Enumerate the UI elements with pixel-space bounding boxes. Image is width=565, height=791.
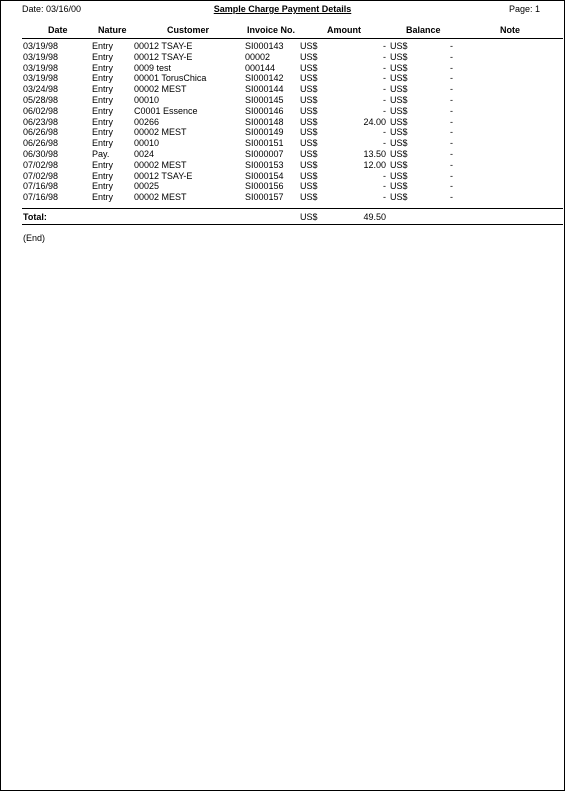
cell-balance: - [450,94,453,105]
cell-balance-currency: US$ [390,170,408,181]
cell-amount: - [383,192,386,203]
table-row [1,63,564,74]
cell-invoice: SI000143 [245,41,284,51]
cell-currency: US$ [300,51,318,62]
cell-balance-currency: US$ [390,94,408,105]
cell-currency: US$ [300,41,318,51]
cell-currency: US$ [300,159,318,170]
cell-customer: 00001 TorusChica [134,73,207,84]
cell-customer: C0001 Essence [134,105,198,116]
cell-amount: - [383,127,386,138]
cell-currency: US$ [300,116,318,127]
cell-customer: 0024 [134,148,155,159]
cell-currency: US$ [300,105,318,116]
cell-currency: US$ [300,192,318,203]
total-amount: 49.50 [363,212,386,222]
cell-invoice: SI000007 [245,148,284,159]
cell-currency: US$ [300,148,318,159]
column-header-balance: Balance [406,25,441,35]
cell-date: 06/23/98 [23,116,59,127]
cell-customer: 00012 TSAY-E [134,51,193,62]
cell-customer: 00010 [134,94,160,105]
cell-invoice: SI000148 [245,116,284,127]
table-row [1,52,564,63]
table-row [1,160,564,171]
cell-amount: 12.00 [363,159,386,170]
cell-balance-currency: US$ [390,181,408,192]
total-divider-top [22,208,563,209]
cell-invoice: 000144 [245,62,276,73]
cell-amount: 13.50 [363,148,386,159]
cell-amount: - [383,84,386,95]
header-divider [22,38,563,39]
cell-amount: - [383,181,386,192]
cell-balance: - [450,181,453,192]
cell-nature: Entry [92,159,114,170]
cell-date: 03/24/98 [23,84,59,95]
cell-nature: Entry [92,94,114,105]
cell-amount: - [383,73,386,84]
cell-date: 03/19/98 [23,41,59,51]
cell-date: 03/19/98 [23,51,59,62]
column-header-note: Note [500,25,520,35]
cell-balance-currency: US$ [390,73,408,84]
cell-nature: Entry [92,192,114,203]
cell-customer: 00010 [134,138,160,149]
column-header-invoice: Invoice No. [247,25,296,35]
cell-invoice: SI000146 [245,105,284,116]
cell-nature: Entry [92,181,114,192]
cell-currency: US$ [300,94,318,105]
cell-invoice: SI000151 [245,138,284,149]
cell-customer: 00025 [134,181,160,192]
cell-balance: - [450,148,453,159]
cell-balance: - [450,170,453,181]
cell-invoice: SI000144 [245,84,284,95]
report-date: Date: 03/16/00 [22,4,82,14]
cell-invoice: SI000153 [245,159,284,170]
table-row [1,149,564,160]
cell-balance-currency: US$ [390,127,408,138]
cell-nature: Entry [92,41,114,51]
cell-date: 07/02/98 [23,170,59,181]
cell-amount: - [383,138,386,149]
cell-date: 05/28/98 [23,94,59,105]
cell-balance-currency: US$ [390,116,408,127]
cell-customer: 00266 [134,116,160,127]
cell-date: 07/16/98 [23,192,59,203]
cell-nature: Entry [92,62,114,73]
cell-customer: 00002 MEST [134,127,187,138]
cell-nature: Entry [92,116,114,127]
cell-balance: - [450,116,453,127]
cell-balance-currency: US$ [390,41,408,51]
cell-balance: - [450,51,453,62]
table-row [1,171,564,182]
cell-balance: - [450,192,453,203]
cell-customer: 00002 MEST [134,84,187,95]
cell-nature: Entry [92,51,114,62]
table-row [1,95,564,106]
cell-amount: - [383,62,386,73]
cell-balance-currency: US$ [390,62,408,73]
cell-nature: Entry [92,105,114,116]
column-header-date: Date [48,25,68,35]
cell-amount: - [383,41,386,51]
cell-balance: - [450,62,453,73]
column-header-customer: Customer [167,25,210,35]
table-row [1,41,564,52]
transactions-table [1,41,564,203]
total-currency: US$ [300,212,318,222]
cell-invoice: SI000149 [245,127,284,138]
cell-balance-currency: US$ [390,105,408,116]
end-marker: (End) [23,233,46,243]
cell-amount: - [383,51,386,62]
cell-nature: Pay. [92,148,110,159]
table-row [1,181,564,192]
cell-customer: 00002 MEST [134,192,187,203]
cell-currency: US$ [300,170,318,181]
cell-date: 03/19/98 [23,73,59,84]
cell-balance: - [450,127,453,138]
cell-currency: US$ [300,62,318,73]
report-title: Sample Charge Payment Details [213,4,352,14]
cell-balance: - [450,73,453,84]
cell-amount: - [383,94,386,105]
cell-invoice: SI000156 [245,181,284,192]
total-row [1,211,564,223]
cell-balance-currency: US$ [390,84,408,95]
cell-nature: Entry [92,138,114,149]
total-label: Total: [23,212,47,222]
cell-date: 06/02/98 [23,105,59,116]
cell-amount: - [383,170,386,181]
cell-balance-currency: US$ [390,51,408,62]
table-row [1,106,564,117]
cell-nature: Entry [92,127,114,138]
cell-date: 06/30/98 [23,148,59,159]
cell-invoice: 00002 [245,51,271,62]
cell-nature: Entry [92,170,114,181]
cell-date: 03/19/98 [23,62,59,73]
cell-balance: - [450,84,453,95]
cell-balance: - [450,105,453,116]
table-row [1,138,564,149]
table-row [1,73,564,84]
cell-customer: 00012 TSAY-E [134,170,193,181]
cell-balance-currency: US$ [390,159,408,170]
cell-balance-currency: US$ [390,192,408,203]
cell-balance: - [450,138,453,149]
cell-date: 07/16/98 [23,181,59,192]
cell-customer: 00012 TSAY-E [134,41,193,51]
cell-nature: Entry [92,84,114,95]
column-header-nature: Nature [98,25,127,35]
cell-date: 06/26/98 [23,127,59,138]
cell-currency: US$ [300,73,318,84]
cell-customer: 0009 test [134,62,172,73]
cell-currency: US$ [300,127,318,138]
cell-date: 06/26/98 [23,138,59,149]
cell-invoice: SI000154 [245,170,284,181]
cell-amount: - [383,105,386,116]
cell-invoice: SI000142 [245,73,284,84]
cell-currency: US$ [300,181,318,192]
page-number: Page: 1 [508,4,540,14]
table-row [1,117,564,128]
cell-balance: - [450,159,453,170]
total-divider-bottom [22,224,563,225]
cell-currency: US$ [300,138,318,149]
cell-balance: - [450,41,453,51]
cell-currency: US$ [300,84,318,95]
column-header-amount: Amount [327,25,361,35]
table-row [1,192,564,203]
cell-nature: Entry [92,73,114,84]
cell-invoice: SI000145 [245,94,284,105]
cell-date: 07/02/98 [23,159,59,170]
cell-balance-currency: US$ [390,138,408,149]
table-row [1,127,564,138]
cell-balance-currency: US$ [390,148,408,159]
cell-invoice: SI000157 [245,192,284,203]
cell-amount: 24.00 [363,116,386,127]
cell-customer: 00002 MEST [134,159,187,170]
table-row [1,84,564,95]
